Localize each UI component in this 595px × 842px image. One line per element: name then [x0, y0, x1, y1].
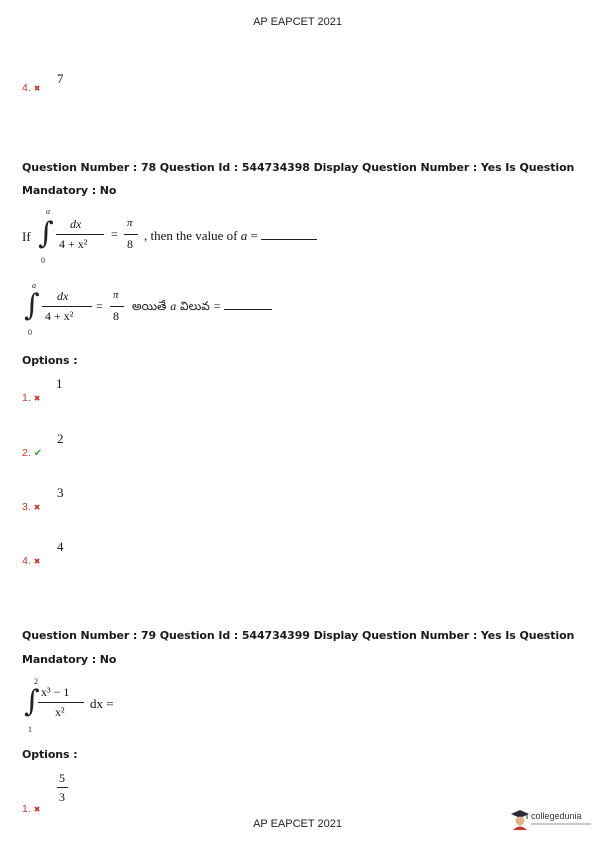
q79-header-line2: Mandatory : No [22, 653, 117, 666]
rhs-denominator: 8 [127, 237, 133, 251]
q78-option-3-value: 3 [57, 485, 64, 500]
telugu-tail-text [132, 299, 272, 316]
integral-lower-limit: 0 [41, 256, 45, 265]
option-number: 2. [22, 447, 31, 459]
rhs-numerator: π [127, 217, 133, 229]
page-header: AP EAPCET 2021 [253, 16, 342, 28]
rhs-numerator: π [113, 289, 119, 301]
graduate-logo-icon [510, 808, 530, 830]
question-tail-text [144, 228, 317, 244]
rhs-denominator: 8 [113, 309, 119, 323]
q79-option-1 [22, 797, 40, 816]
integral-upper-limit: a [46, 207, 50, 216]
q78-option-1-value: 1 [56, 376, 63, 391]
fraction-numerator: dx [70, 217, 82, 231]
fraction-denominator: 4 + x² [59, 237, 88, 251]
integral-lower-limit: 0 [28, 328, 32, 337]
q78-option-2 [22, 441, 42, 460]
q78-option-4-value: 4 [57, 539, 64, 554]
fraction-bar [56, 234, 104, 235]
integral-sign: ∫ [24, 684, 40, 719]
logo-tagline-line [531, 823, 591, 825]
variable-a: a [170, 299, 177, 313]
q78-option-1 [22, 386, 40, 405]
option-denominator: 3 [59, 790, 65, 804]
prev-option-4-value: 7 [57, 71, 64, 86]
q78-option-4 [22, 549, 40, 568]
tail-text: , then the value of [144, 228, 238, 243]
q78-options-label: Options : [22, 354, 78, 367]
cross-icon: ✖ [33, 557, 41, 566]
checkmark-icon: ✔ [33, 448, 43, 459]
logo-wordmark: collegedunia [531, 811, 582, 821]
option-number: 1. [22, 803, 31, 815]
integral-sign: ∫ [38, 216, 54, 251]
fraction-bar [42, 306, 92, 307]
fraction-numerator: x³ − 1 [41, 685, 70, 699]
fraction-denominator: 4 + x² [45, 309, 74, 323]
if-text: If [22, 229, 31, 244]
rhs-fraction-bar [124, 234, 138, 235]
integral-upper-limit: a [32, 281, 36, 290]
fraction-bar [38, 702, 84, 703]
equals-sign-2: = [250, 228, 258, 243]
cross-icon: ✖ [33, 805, 41, 814]
equals-sign: = [111, 227, 118, 241]
telugu-word-if: అయితే [132, 299, 167, 313]
variable-a: a [240, 228, 248, 243]
option-number: 4. [22, 555, 31, 567]
cross-icon: ✖ [33, 84, 41, 93]
equals-sign: = [96, 299, 103, 313]
fraction-denominator: x² [55, 705, 65, 719]
fraction-numerator: dx [57, 289, 69, 303]
q79-header-line1: Question Number : 79 Question Id : 544734399 Display Question Number : Yes Is Question [22, 629, 575, 642]
integral-lower-limit: 1 [28, 725, 32, 734]
telugu-word-value: విలువ [180, 299, 210, 313]
equals-sign-2: = [213, 299, 221, 313]
integrand-tail: dx = [90, 696, 114, 711]
option-number: 4. [22, 82, 31, 94]
answer-blank [261, 239, 317, 240]
prev-option-4 [22, 76, 40, 95]
q78-option-2-value: 2 [57, 431, 64, 446]
q78-header-line1: Question Number : 78 Question Id : 544734398 Display Question Number : Yes Is Question [22, 161, 575, 174]
option-fraction-bar [57, 787, 68, 788]
cross-icon: ✖ [33, 503, 41, 512]
q78-header-line2: Mandatory : No [22, 184, 117, 197]
option-numerator: 5 [59, 771, 65, 785]
collegedunia-logo [510, 808, 592, 832]
page-footer: AP EAPCET 2021 [253, 818, 342, 830]
cross-icon: ✖ [33, 394, 41, 403]
integral-upper-limit: 2 [34, 677, 38, 686]
option-number: 1. [22, 392, 31, 404]
option-number: 3. [22, 501, 31, 513]
q79-options-label: Options : [22, 748, 78, 761]
rhs-fraction-bar [110, 306, 124, 307]
q78-option-3 [22, 495, 40, 514]
answer-blank [224, 309, 272, 310]
integral-sign: ∫ [24, 288, 40, 323]
